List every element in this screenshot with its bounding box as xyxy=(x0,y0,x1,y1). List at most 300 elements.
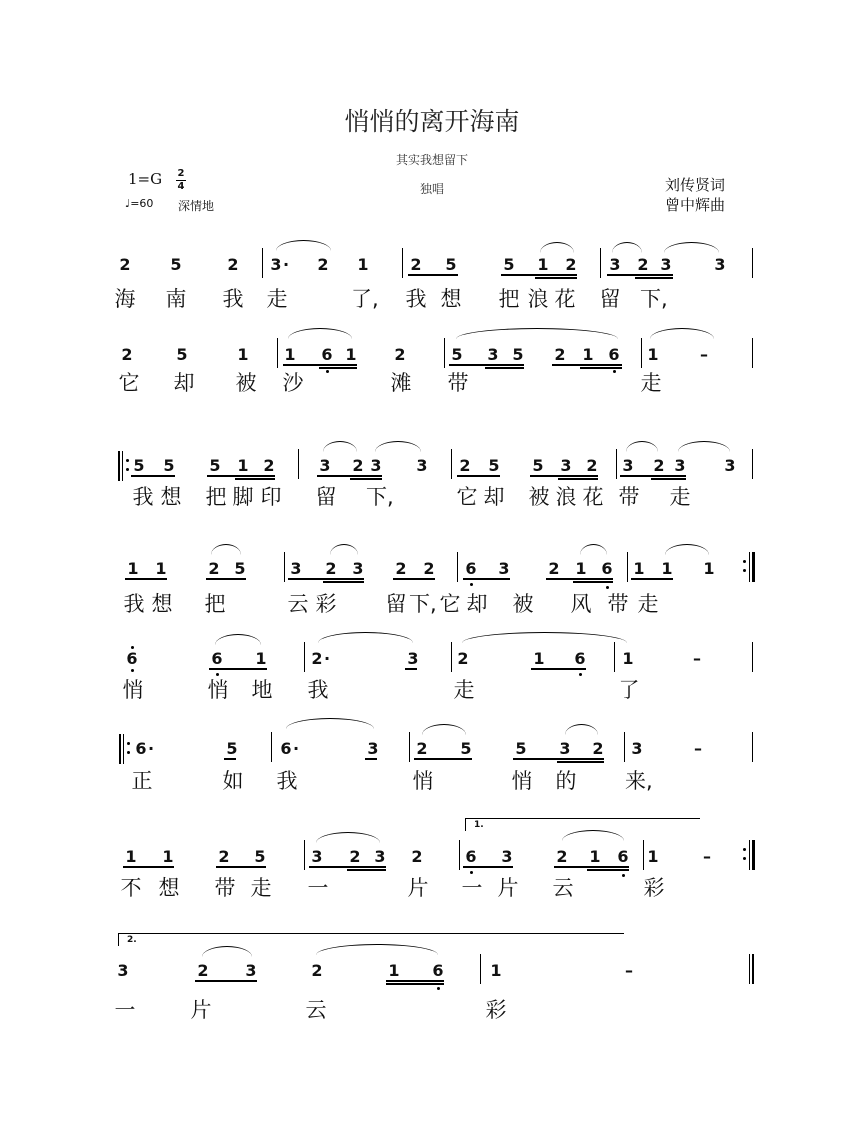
slur xyxy=(276,240,331,251)
score-system-2 xyxy=(0,330,864,450)
note: 3 xyxy=(319,456,331,475)
lyric: 留 xyxy=(385,592,407,616)
underline xyxy=(386,980,444,982)
note: 3 xyxy=(560,456,572,475)
final-barline xyxy=(752,954,754,984)
note: 5 xyxy=(512,345,524,364)
low-octave-dot xyxy=(470,871,473,874)
barline xyxy=(752,642,753,672)
barline xyxy=(624,732,625,762)
repeat-dot xyxy=(126,468,129,471)
lyric: 悄 xyxy=(207,678,229,702)
barline xyxy=(643,840,644,870)
lyric: 它 xyxy=(118,371,140,395)
barline xyxy=(627,552,628,582)
barline xyxy=(451,642,452,672)
note: 6 xyxy=(574,649,586,668)
underline xyxy=(288,578,364,580)
note: 2 xyxy=(592,739,604,758)
underline xyxy=(530,475,598,477)
note: 2 xyxy=(411,847,423,866)
underline xyxy=(414,758,472,760)
underline xyxy=(607,274,673,276)
lyric: 一 xyxy=(307,876,329,900)
note: 6 xyxy=(465,847,477,866)
note: 1 xyxy=(345,345,357,364)
note: 6 xyxy=(135,739,147,758)
slur xyxy=(456,328,618,339)
barline xyxy=(298,449,299,479)
underline xyxy=(309,866,386,868)
underline xyxy=(620,475,686,477)
barline xyxy=(614,642,615,672)
lyric: 海 xyxy=(114,287,136,311)
lyric: 走 xyxy=(640,371,662,395)
lyric: 带 xyxy=(447,371,469,395)
sustain-dash: – xyxy=(693,649,701,668)
underline xyxy=(224,758,236,760)
note: 3 xyxy=(609,255,621,274)
note: 6 xyxy=(321,345,333,364)
underline xyxy=(535,277,577,279)
lyric: 却 xyxy=(466,592,488,616)
underline xyxy=(546,578,613,580)
lyric: 带 xyxy=(214,876,236,900)
underline xyxy=(386,983,444,985)
note: 2 xyxy=(394,345,406,364)
lyric: 的 xyxy=(555,769,577,793)
note: 1 xyxy=(127,559,139,578)
underline xyxy=(319,367,357,369)
barline xyxy=(459,840,460,870)
first-ending-label: 1. xyxy=(474,820,484,830)
barline xyxy=(284,552,285,582)
note: 2 xyxy=(263,456,275,475)
note: 2 xyxy=(227,255,239,274)
note: 2 xyxy=(459,456,471,475)
repeat-start-barline xyxy=(123,734,124,764)
barline xyxy=(304,642,305,672)
page-title: 悄悄的离开海南 xyxy=(344,107,520,136)
lyric: 把 xyxy=(204,592,226,616)
lyric: 走 xyxy=(250,876,272,900)
time-signature xyxy=(176,169,186,192)
lyric: 它 xyxy=(456,485,478,509)
underline xyxy=(531,668,586,670)
note: 1 xyxy=(582,345,594,364)
note: 1 xyxy=(155,559,167,578)
lyric: 沙 xyxy=(282,371,304,395)
note: 1 xyxy=(284,345,296,364)
note: 1 xyxy=(388,961,400,980)
lyric: 彩 xyxy=(315,592,337,616)
note: 5 xyxy=(460,739,472,758)
note: 6 xyxy=(601,559,613,578)
underline xyxy=(457,475,500,477)
lyric: 走 xyxy=(453,678,475,702)
note: 2 xyxy=(325,559,337,578)
note: 5 xyxy=(163,456,175,475)
underline xyxy=(651,478,686,480)
barline xyxy=(451,449,452,479)
slur xyxy=(612,242,642,253)
underline xyxy=(206,578,246,580)
note: 2 xyxy=(395,559,407,578)
lyric: 我 xyxy=(123,592,145,616)
underline xyxy=(235,478,275,480)
note: 2 xyxy=(349,847,361,866)
note: 1 xyxy=(255,649,267,668)
underline xyxy=(573,581,613,583)
note: 5 xyxy=(445,255,457,274)
augmentation-dot: · xyxy=(148,739,155,758)
underline xyxy=(449,364,524,366)
underline xyxy=(216,866,266,868)
time-numerator: 2 xyxy=(177,168,185,179)
repeat-end-barline xyxy=(749,840,750,870)
lyric: 把 xyxy=(498,287,520,311)
lyric: 想 xyxy=(160,485,182,509)
note: 6 xyxy=(211,649,223,668)
slur xyxy=(664,242,719,253)
underline xyxy=(580,367,622,369)
repeat-start-barline xyxy=(119,734,121,764)
note: 6 xyxy=(126,649,138,668)
underline xyxy=(323,581,364,583)
lyric: 风 xyxy=(570,592,592,616)
note: 1 xyxy=(703,559,715,578)
performer-label: 独唱 xyxy=(419,182,444,196)
repeat-start-barline xyxy=(122,451,123,481)
lyric: 一 xyxy=(114,998,136,1022)
repeat-dot xyxy=(743,569,746,572)
lyric: 想 xyxy=(440,287,462,311)
barline xyxy=(752,248,753,278)
lyric: 彩 xyxy=(485,998,507,1022)
underline xyxy=(513,758,604,760)
note: 5 xyxy=(488,456,500,475)
note: 1 xyxy=(589,847,601,866)
lyric: 云 xyxy=(552,876,574,900)
first-ending-bracket xyxy=(465,818,700,831)
lyric: 留 xyxy=(599,287,621,311)
note: 6 xyxy=(608,345,620,364)
barline xyxy=(616,449,617,479)
note: 2 xyxy=(119,255,131,274)
lyric: 被 xyxy=(528,485,550,509)
note: 1 xyxy=(575,559,587,578)
underline xyxy=(631,578,673,580)
note: 3 xyxy=(559,739,571,758)
underline xyxy=(209,668,267,670)
note: 2 xyxy=(197,961,209,980)
sustain-dash: – xyxy=(700,345,708,364)
repeat-end-barline xyxy=(752,552,755,582)
note: 1 xyxy=(533,649,545,668)
lyric: 悄 xyxy=(122,678,144,702)
repeat-dot xyxy=(743,848,746,851)
note: 2 xyxy=(554,345,566,364)
underline xyxy=(195,980,257,982)
note: 2 xyxy=(352,456,364,475)
underline xyxy=(393,578,435,580)
note: 1 xyxy=(633,559,645,578)
note: 3 xyxy=(245,961,257,980)
lyric: 了, xyxy=(351,287,379,311)
underline xyxy=(123,866,174,868)
note: 3 xyxy=(622,456,634,475)
underline xyxy=(557,761,604,763)
lyric: 带 xyxy=(607,592,629,616)
lyric: 被 xyxy=(512,592,534,616)
note: 3 xyxy=(290,559,302,578)
repeat-start-barline xyxy=(118,451,120,481)
lyric: 花 xyxy=(554,287,576,311)
note: 5 xyxy=(234,559,246,578)
underline xyxy=(501,274,577,276)
low-octave-dot xyxy=(579,673,582,676)
underline xyxy=(463,866,513,868)
lyric: 花 xyxy=(582,485,604,509)
underline xyxy=(552,364,622,366)
lyric: 悄 xyxy=(511,769,533,793)
note: 3 xyxy=(660,255,672,274)
note: 2 xyxy=(208,559,220,578)
lyric: 不 xyxy=(120,876,142,900)
note: 1 xyxy=(647,847,659,866)
lyric: 彩 xyxy=(643,876,665,900)
note: 3 xyxy=(270,255,282,274)
repeat-end-barline xyxy=(752,840,755,870)
lyric: 正 xyxy=(131,769,153,793)
note: 1 xyxy=(537,255,549,274)
note: 2 xyxy=(548,559,560,578)
barline xyxy=(409,732,410,762)
note: 1 xyxy=(661,559,673,578)
repeat-dot xyxy=(126,459,129,462)
repeat-dot xyxy=(127,751,130,754)
note: 2 xyxy=(556,847,568,866)
note: 5 xyxy=(170,255,182,274)
note: 2 xyxy=(121,345,133,364)
lyric: 把 xyxy=(205,485,227,509)
note: 3 xyxy=(631,739,643,758)
sustain-dash: – xyxy=(694,739,702,758)
barline xyxy=(277,338,278,368)
lyric: 却 xyxy=(483,485,505,509)
barline xyxy=(600,248,601,278)
repeat-end-barline xyxy=(749,552,750,582)
lyric: 一 xyxy=(461,876,483,900)
lyric: 滩 xyxy=(390,371,412,395)
note: 3 xyxy=(352,559,364,578)
lyric: 走 xyxy=(637,592,659,616)
note: 1 xyxy=(125,847,137,866)
note: 2 xyxy=(423,559,435,578)
lyric: 云 xyxy=(287,592,309,616)
lyric: 来, xyxy=(625,769,653,793)
note: 3 xyxy=(370,456,382,475)
underline xyxy=(207,475,275,477)
underline xyxy=(408,274,458,276)
note: 3 xyxy=(311,847,323,866)
low-octave-dot xyxy=(606,586,609,589)
lyric: 留 xyxy=(315,485,337,509)
tempo-mark: ♩=60 xyxy=(125,197,154,210)
lyric: 片 xyxy=(497,876,519,900)
note: 2 xyxy=(565,255,577,274)
note: 1 xyxy=(490,961,502,980)
lyric: 浪 xyxy=(527,287,549,311)
lyric: 带 xyxy=(618,485,640,509)
time-denominator: 4 xyxy=(177,181,185,192)
barline xyxy=(752,338,753,368)
note: 2 xyxy=(311,961,323,980)
repeat-dot xyxy=(743,560,746,563)
lyric: 南 xyxy=(165,287,187,311)
low-octave-dot xyxy=(613,370,616,373)
low-octave-dot xyxy=(131,669,134,672)
note: 5 xyxy=(226,739,238,758)
note: 1 xyxy=(622,649,634,668)
low-octave-dot xyxy=(216,673,219,676)
lyric: 我 xyxy=(276,769,298,793)
lyric: 想 xyxy=(158,876,180,900)
low-octave-dot xyxy=(622,874,625,877)
barline xyxy=(304,840,305,870)
lyric: 了 xyxy=(618,678,640,702)
low-octave-dot xyxy=(326,370,329,373)
lyric: 却 xyxy=(173,371,195,395)
note: 3 xyxy=(374,847,386,866)
note: 3 xyxy=(117,961,129,980)
note: 2 xyxy=(410,255,422,274)
expression-mark: 深情地 xyxy=(178,199,215,213)
note: 1 xyxy=(647,345,659,364)
barline xyxy=(641,338,642,368)
augmentation-dot: · xyxy=(293,739,300,758)
note: 2 xyxy=(218,847,230,866)
note: 5 xyxy=(532,456,544,475)
score-system-6 xyxy=(0,730,864,850)
key-signature: 1=G xyxy=(128,170,163,188)
note: 3 xyxy=(407,649,419,668)
underline xyxy=(463,578,510,580)
note: 3 xyxy=(487,345,499,364)
lyric: 云 xyxy=(305,998,327,1022)
note: 1 xyxy=(237,345,249,364)
note: 3 xyxy=(501,847,513,866)
note: 1 xyxy=(237,456,249,475)
underline xyxy=(131,475,175,477)
note: 1 xyxy=(162,847,174,866)
note: 2 xyxy=(653,456,665,475)
underline xyxy=(283,364,357,366)
barline xyxy=(480,954,481,984)
lyric: 下, xyxy=(409,592,437,616)
lyric: 我 xyxy=(405,287,427,311)
note: 3 xyxy=(724,456,736,475)
second-ending-label: 2. xyxy=(127,935,137,945)
slur xyxy=(288,328,352,339)
slur xyxy=(540,242,574,253)
lyric: 浪 xyxy=(555,485,577,509)
note: 6 xyxy=(617,847,629,866)
lyric: 如 xyxy=(222,769,244,793)
lyric: 我 xyxy=(222,287,244,311)
subtitle: 其实我想留下 xyxy=(395,153,468,167)
note: 2 xyxy=(586,456,598,475)
note: 2 xyxy=(416,739,428,758)
lyric: 片 xyxy=(407,876,429,900)
barline xyxy=(262,248,263,278)
note: 2 xyxy=(311,649,323,668)
note: 3 xyxy=(367,739,379,758)
underline xyxy=(125,578,167,580)
underline xyxy=(347,869,386,871)
lyric: 它 xyxy=(439,592,461,616)
score-system-8 xyxy=(0,935,864,1072)
note: 2 xyxy=(457,649,469,668)
note: 6 xyxy=(432,961,444,980)
underline xyxy=(365,758,377,760)
note: 5 xyxy=(451,345,463,364)
underline xyxy=(587,869,629,871)
lyric: 印 xyxy=(260,485,282,509)
low-octave-dot xyxy=(437,987,440,990)
note: 1 xyxy=(357,255,369,274)
underline xyxy=(485,367,524,369)
lyricist-credit: 刘传贤词 xyxy=(665,176,726,194)
sustain-dash: – xyxy=(703,847,711,866)
high-octave-dot xyxy=(131,646,134,649)
underline xyxy=(554,866,629,868)
note: 3 xyxy=(416,456,428,475)
note: 5 xyxy=(515,739,527,758)
lyric: 地 xyxy=(251,678,273,702)
note: 5 xyxy=(209,456,221,475)
augmentation-dot: · xyxy=(283,255,290,274)
underline xyxy=(405,668,417,670)
note: 5 xyxy=(133,456,145,475)
lyric: 走 xyxy=(669,485,691,509)
lyric: 脚 xyxy=(232,485,254,509)
lyric: 片 xyxy=(190,998,212,1022)
barline xyxy=(444,338,445,368)
augmentation-dot: · xyxy=(324,649,331,668)
note: 3 xyxy=(498,559,510,578)
low-octave-dot xyxy=(470,583,473,586)
lyric: 被 xyxy=(235,371,257,395)
score-system-3 xyxy=(0,445,864,565)
sustain-dash: – xyxy=(625,961,633,980)
lyric: 走 xyxy=(266,287,288,311)
note: 6 xyxy=(465,559,477,578)
note: 2 xyxy=(317,255,329,274)
lyric: 下, xyxy=(366,485,394,509)
underline xyxy=(558,478,598,480)
lyric: 下, xyxy=(640,287,668,311)
lyric: 我 xyxy=(132,485,154,509)
repeat-dot xyxy=(127,742,130,745)
slur xyxy=(650,328,714,339)
note: 5 xyxy=(176,345,188,364)
underline xyxy=(350,478,382,480)
barline xyxy=(752,732,753,762)
barline xyxy=(752,449,753,479)
note: 2 xyxy=(637,255,649,274)
barline xyxy=(271,732,272,762)
